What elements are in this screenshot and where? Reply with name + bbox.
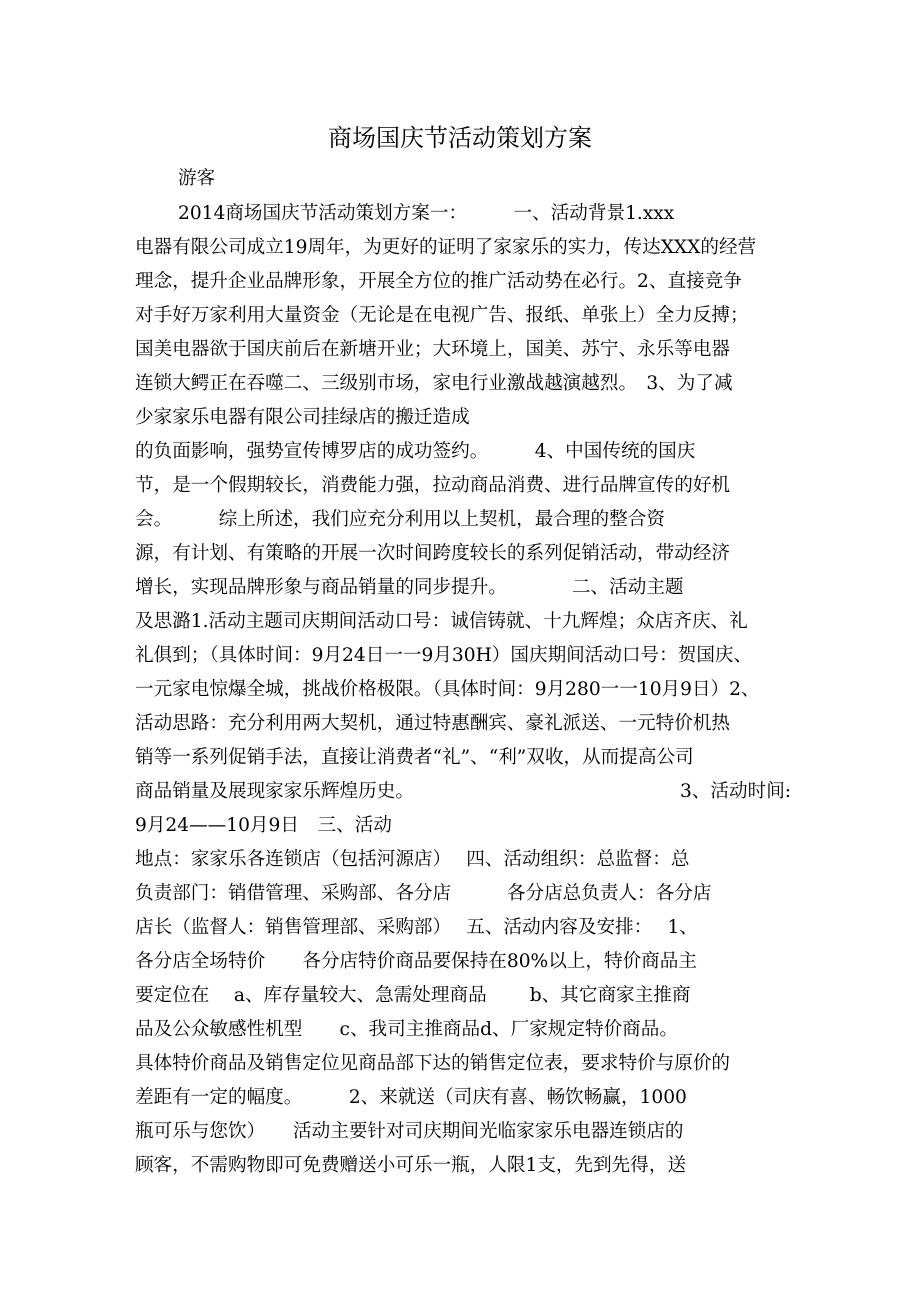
text-line: 电器有限公司成立19周年，为更好的证明了家家乐的实力，传达XXX的经营 — [135, 237, 757, 258]
text-line: 节，是一个假期较长，消费能力强，拉动商品消费、进行品牌宣传的好机 — [135, 475, 731, 496]
text-line: 要定位在 a、库存量较大、急需处理商品 b、其它商家主推商 — [135, 985, 691, 1006]
text-line: 少家家乐电器有限公司挂绿店的搬迁造成 — [135, 407, 470, 428]
text-line: 活动思路：充分利用两大契机，通过特惠酬宾、豪礼派送、一元特价机热 — [135, 713, 731, 734]
text-line: 9月24——10月9日 三、活动 — [135, 815, 392, 836]
text-line: 对手好万家利用大量资金（无论是在电视广告、报纸、单张上）全力反搏； — [135, 305, 749, 326]
text-line: 顾客，不需购物即可免费赠送小可乐一瓶，人限1支，先到先得，送 — [135, 1155, 687, 1176]
document-title: 商场国庆节活动策划方案 — [328, 124, 592, 152]
text-line: 连锁大鳄正在吞噬二、三级别市场，家电行业激战越演越烈。 3、为了减 — [135, 373, 733, 394]
text-line: 增长，实现品牌形象与商品销量的同步提升。 二、活动主题 — [135, 577, 684, 598]
text-line: 源，有计划、有策略的开展一次时间跨度较长的系列促销活动，带动经济 — [135, 543, 731, 564]
text-line: 2014商场国庆节活动策划方案一： 一、活动背景1.xxx — [178, 203, 675, 224]
text-line: 3、活动时间: — [680, 781, 792, 802]
text-line: 具体特价商品及销售定位见商品部下达的销售定位表，要求特价与原价的 — [135, 1053, 731, 1074]
text-line: 游客 — [178, 168, 216, 189]
text-line: 瓶可乐与您饮） 活动主要针对司庆期间光临家家乐电器连锁店的 — [135, 1121, 684, 1142]
text-line: 商品销量及展现家家乐辉煌历史。 — [135, 781, 414, 802]
text-line: 负责部门：销借管理、采购部、各分店 各分店总负责人：各分店 — [135, 883, 712, 904]
text-line: 理念，提升企业品牌形象，开展全方位的推广活动势在必行。2、直接竞争 — [135, 271, 742, 292]
text-line: 品及公众敏感性机型 c、我司主推商品d、厂家规定特价商品。 — [135, 1019, 678, 1040]
text-line: 销等一系列促销手法，直接让消费者“礼”、“利”双收，从而提高公司 — [135, 747, 694, 768]
text-line: 差距有一定的幅度。 2、来就送（司庆有喜、畅饮畅赢，1000 — [135, 1087, 687, 1108]
text-line: 及思潞1.活动主题司庆期间活动口号：诚信铸就、十九辉煌；众店齐庆、礼 — [135, 611, 748, 632]
text-line: 各分店全场特价 各分店特价商品要保持在80%以上，特价商品主 — [135, 951, 697, 972]
text-line: 的负面影响，强势宣传博罗店的成功签约。 4、中国传统的国庆 — [135, 441, 696, 462]
text-line: 一元家电惊爆全城，挑战价格极限。（具体时间：9月280一一10月9日）2、 — [135, 679, 760, 700]
text-line: 店长（监督人：销售管理部、采购部） 五、活动内容及安排： 1、 — [135, 917, 698, 938]
text-line: 地点：家家乐各连锁店（包括河源店） 四、活动组织：总监督：总 — [135, 849, 690, 870]
text-line: 礼俱到；（具体时间：9月24日一一9月30H）国庆期间活动口号：贺国庆、 — [135, 645, 753, 666]
text-line: 会。 综上所述，我们应充分利用以上契机，最合理的整合资 — [135, 509, 665, 530]
text-line: 国美电器欲于国庆前后在新塘开业；大环境上，国美、苏宁、永乐等电器 — [135, 339, 731, 360]
